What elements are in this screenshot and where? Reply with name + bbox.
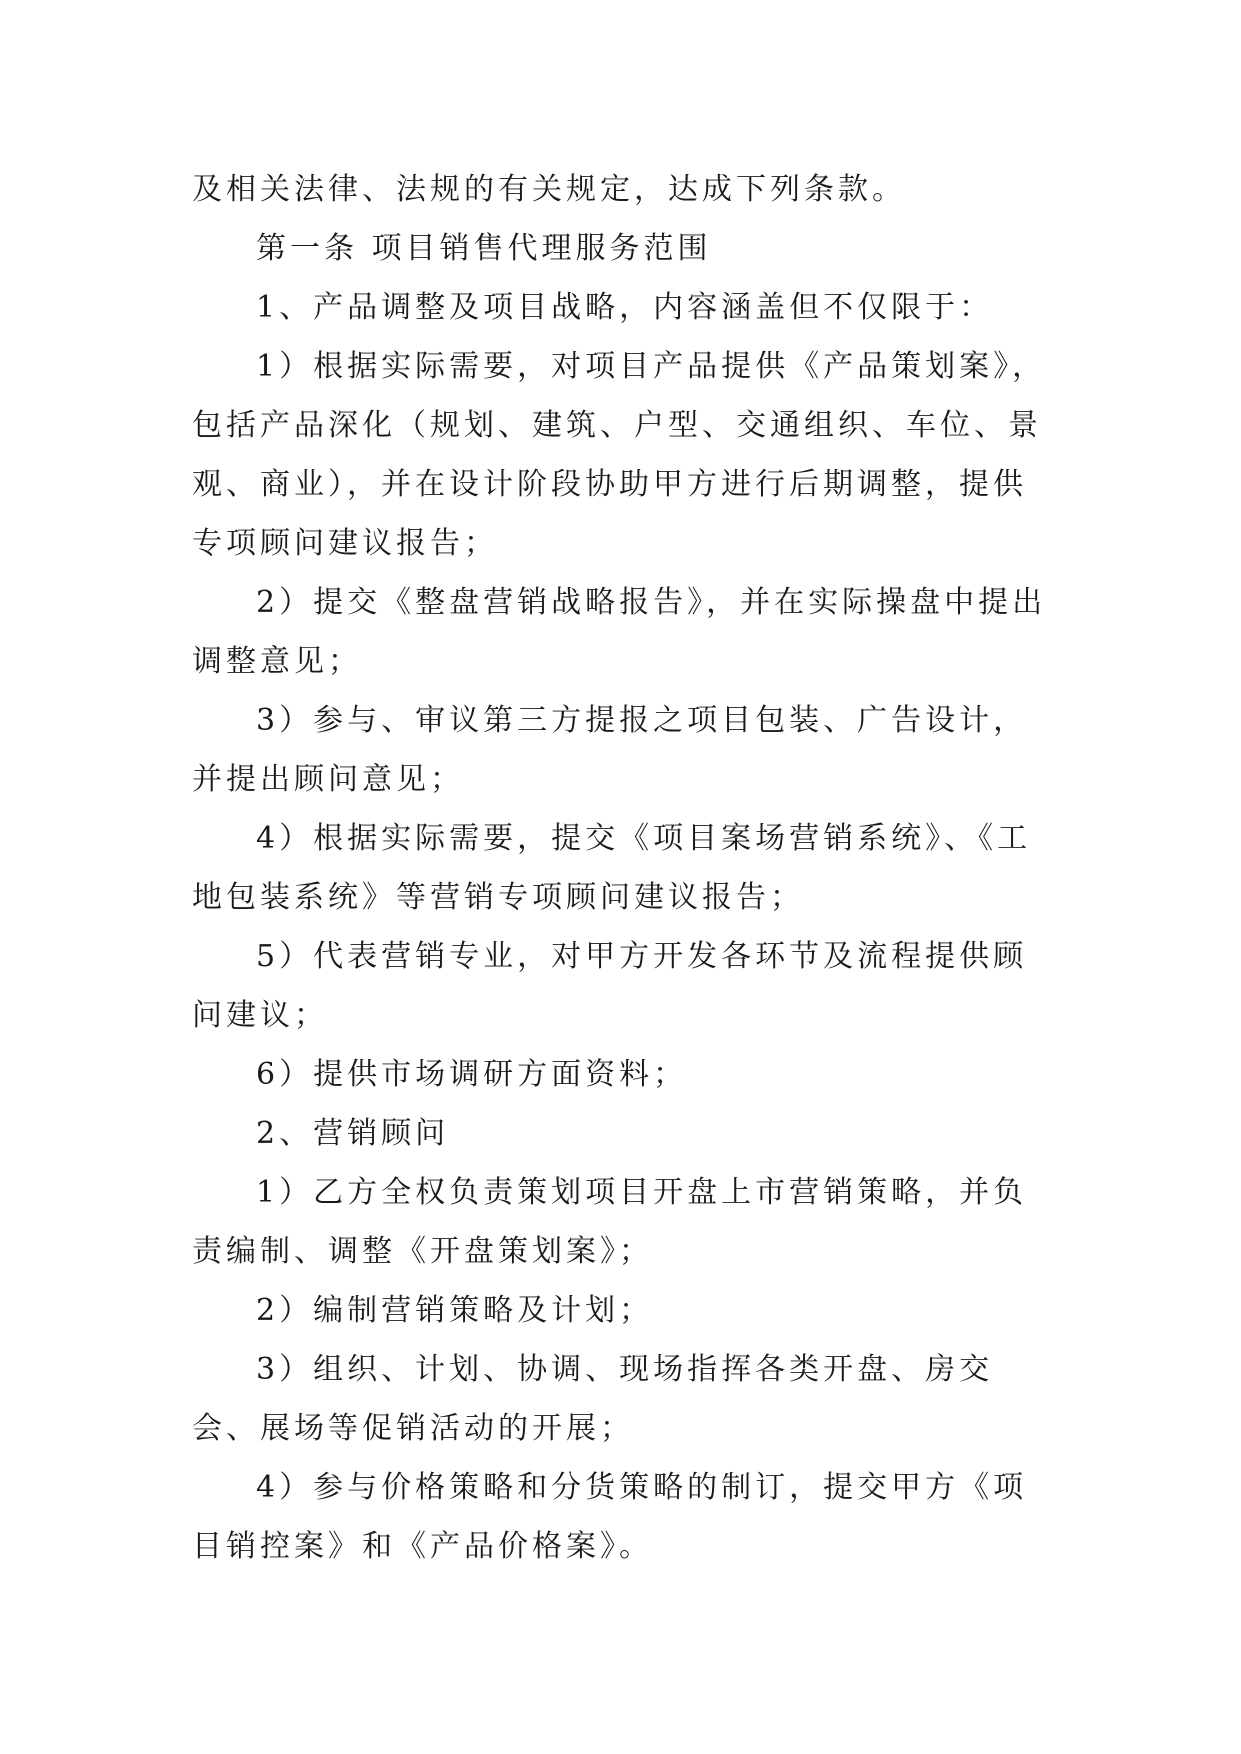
list-item: 2）编制营销策略及计划； [256,1293,654,1328]
list-item: 6）提供市场调研方面资料； [256,1057,688,1092]
list-item: 4）参与价格策略和分货策略的制订，提交甲方《项目销控案》和《产品价格案》。 [192,1470,1028,1564]
document-body [192,160,1052,1576]
list-item: 2）提交《整盘营销战略报告》，并在实际操盘中提出调整意见； [192,585,1047,679]
list-item: 3）组织、计划、协调、现场指挥各类开盘、房交会、展场等促销活动的开展； [192,1352,994,1446]
paragraph-continuation: 及相关法律、法规的有关规定，达成下列条款。 [192,172,906,207]
list-item: 1）乙方全权负责策划项目开盘上市营销策略，并负责编制、调整《开盘策划案》； [192,1175,1028,1269]
list-item: 3）参与、审议第三方提报之项目包装、广告设计，并提出顾问意见； [192,703,1028,797]
list-item: 4）根据实际需要，提交《项目案场营销系统》、《工地包装系统》等营销专项顾问建议报告； [192,821,1032,915]
section-heading-1: 1、产品调整及项目战略，内容涵盖但不仅限于： [256,290,994,325]
section-heading-2: 2、营销顾问 [256,1116,450,1151]
list-item: 5）代表营销专业，对甲方开发各环节及流程提供顾问建议； [192,939,1028,1033]
article-heading: 第一条 项目销售代理服务范围 [256,231,712,266]
list-item: 1）根据实际需要，对项目产品提供《产品策划案》，包括产品深化（规划、建筑、户型、交通组织、车位、景观、商业），并在设计阶段协助甲方进行后期调整，提供专项顾问建议报告； [192,349,1047,561]
